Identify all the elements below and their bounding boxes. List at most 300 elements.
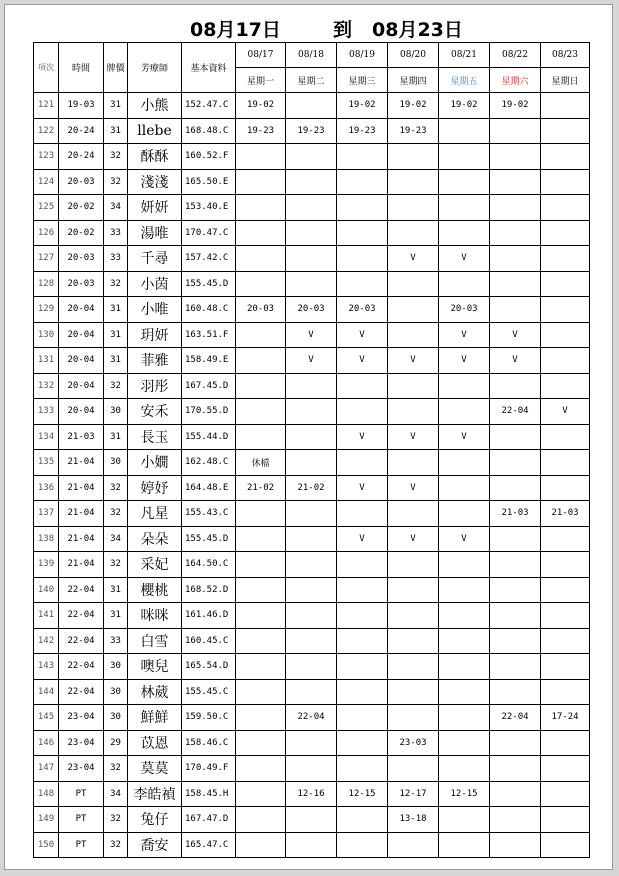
row-day-cell: V xyxy=(388,424,439,450)
row-day-cell xyxy=(236,552,286,578)
title-start-date: 08月17日 xyxy=(190,19,281,41)
row-info-cell: 157.42.C xyxy=(182,246,236,272)
row-day-cell xyxy=(286,832,337,858)
row-price-cell: 32 xyxy=(104,144,128,170)
row-time-cell: 21-04 xyxy=(59,526,104,552)
row-info-cell: 167.45.D xyxy=(182,373,236,399)
row-day-cell xyxy=(541,348,590,374)
row-time-cell: 20-02 xyxy=(59,220,104,246)
row-price-cell: 32 xyxy=(104,756,128,782)
row-day-cell xyxy=(236,705,286,731)
row-day-cell: 19-02 xyxy=(490,93,541,119)
row-day-cell xyxy=(541,781,590,807)
row-index-cell: 126 xyxy=(34,220,59,246)
row-name-cell: 林葳 xyxy=(128,679,182,705)
weekday-header: 星期六 xyxy=(490,68,541,93)
row-day-cell xyxy=(337,552,388,578)
table-row xyxy=(34,93,590,119)
table-row xyxy=(34,118,590,144)
row-day-cell: V xyxy=(490,322,541,348)
row-day-cell: V xyxy=(439,526,490,552)
row-index-cell: 137 xyxy=(34,501,59,527)
row-day-cell: V xyxy=(439,246,490,272)
row-day-cell xyxy=(337,195,388,221)
row-info-cell: 161.46.D xyxy=(182,603,236,629)
table-row xyxy=(34,603,590,629)
row-day-cell: 19-23 xyxy=(337,118,388,144)
row-day-cell xyxy=(439,832,490,858)
row-day-cell xyxy=(388,144,439,170)
row-price-cell: 31 xyxy=(104,322,128,348)
row-day-cell xyxy=(286,526,337,552)
row-name-cell: 湯唯 xyxy=(128,220,182,246)
row-day-cell xyxy=(286,271,337,297)
row-index-cell: 138 xyxy=(34,526,59,552)
row-price-cell: 31 xyxy=(104,424,128,450)
row-day-cell xyxy=(286,807,337,833)
row-price-cell: 31 xyxy=(104,93,128,119)
row-day-cell xyxy=(541,220,590,246)
row-day-cell xyxy=(439,705,490,731)
row-day-cell xyxy=(236,348,286,374)
row-day-cell xyxy=(337,705,388,731)
row-index-cell: 142 xyxy=(34,628,59,654)
row-info-cell: 165.54.D xyxy=(182,654,236,680)
row-time-cell: 22-04 xyxy=(59,603,104,629)
row-day-cell xyxy=(286,501,337,527)
col-header-name: 芳療師 xyxy=(128,43,182,93)
row-day-cell: V xyxy=(337,526,388,552)
row-name-cell: 酥酥 xyxy=(128,144,182,170)
row-day-cell xyxy=(490,628,541,654)
table-row xyxy=(34,373,590,399)
row-index-cell: 121 xyxy=(34,93,59,119)
row-day-cell xyxy=(236,628,286,654)
table-row xyxy=(34,552,590,578)
table-row xyxy=(34,705,590,731)
row-day-cell xyxy=(439,195,490,221)
row-info-cell: 160.48.C xyxy=(182,297,236,323)
row-time-cell: 20-03 xyxy=(59,271,104,297)
row-day-cell xyxy=(490,679,541,705)
row-name-cell: 兔仔 xyxy=(128,807,182,833)
table-row xyxy=(34,628,590,654)
row-time-cell: PT xyxy=(59,807,104,833)
row-day-cell xyxy=(337,679,388,705)
col-header-price: 牌價 xyxy=(104,43,128,93)
row-day-cell xyxy=(388,654,439,680)
row-day-cell xyxy=(541,169,590,195)
table-row xyxy=(34,807,590,833)
weekday-header: 星期日 xyxy=(541,68,590,93)
row-time-cell: 23-04 xyxy=(59,730,104,756)
row-day-cell xyxy=(388,195,439,221)
row-info-cell: 168.48.C xyxy=(182,118,236,144)
row-day-cell xyxy=(439,118,490,144)
row-name-cell: 婷妤 xyxy=(128,475,182,501)
row-day-cell xyxy=(490,271,541,297)
row-day-cell: 19-02 xyxy=(236,93,286,119)
row-day-cell: 21-03 xyxy=(541,501,590,527)
row-day-cell xyxy=(286,195,337,221)
row-price-cell: 31 xyxy=(104,297,128,323)
row-day-cell xyxy=(236,654,286,680)
row-day-cell xyxy=(541,552,590,578)
table-row xyxy=(34,348,590,374)
day-date-header: 08/23 xyxy=(541,43,590,68)
row-day-cell xyxy=(388,628,439,654)
row-info-cell: 155.43.C xyxy=(182,501,236,527)
row-info-cell: 170.49.F xyxy=(182,756,236,782)
row-name-cell: 噢兒 xyxy=(128,654,182,680)
row-day-cell: 休檔 xyxy=(236,450,286,476)
row-day-cell xyxy=(541,424,590,450)
row-time-cell: 22-04 xyxy=(59,679,104,705)
row-day-cell xyxy=(236,195,286,221)
row-index-cell: 147 xyxy=(34,756,59,782)
row-day-cell xyxy=(490,169,541,195)
row-day-cell xyxy=(490,373,541,399)
table-row xyxy=(34,781,590,807)
row-index-cell: 128 xyxy=(34,271,59,297)
table-row xyxy=(34,297,590,323)
row-day-cell xyxy=(286,679,337,705)
row-day-cell: V xyxy=(439,424,490,450)
row-time-cell: 21-04 xyxy=(59,501,104,527)
row-day-cell: 20-03 xyxy=(286,297,337,323)
row-price-cell: 32 xyxy=(104,271,128,297)
day-date-header: 08/18 xyxy=(286,43,337,68)
row-info-cell: 168.52.D xyxy=(182,577,236,603)
row-time-cell: 22-04 xyxy=(59,628,104,654)
row-info-cell: 165.50.E xyxy=(182,169,236,195)
row-price-cell: 32 xyxy=(104,832,128,858)
day-date-header: 08/22 xyxy=(490,43,541,68)
row-day-cell xyxy=(388,297,439,323)
row-day-cell xyxy=(388,450,439,476)
row-day-cell xyxy=(388,552,439,578)
row-day-cell: 12-15 xyxy=(439,781,490,807)
row-day-cell xyxy=(388,271,439,297)
row-day-cell xyxy=(388,679,439,705)
row-day-cell: V xyxy=(541,399,590,425)
row-day-cell xyxy=(286,577,337,603)
table-row xyxy=(34,756,590,782)
row-day-cell xyxy=(286,730,337,756)
row-index-cell: 150 xyxy=(34,832,59,858)
row-day-cell xyxy=(439,756,490,782)
row-info-cell: 165.47.C xyxy=(182,832,236,858)
table-row xyxy=(34,832,590,858)
row-day-cell xyxy=(236,373,286,399)
row-day-cell xyxy=(541,730,590,756)
row-day-cell: 21-02 xyxy=(286,475,337,501)
row-name-cell: 妍妍 xyxy=(128,195,182,221)
row-day-cell xyxy=(337,220,388,246)
row-info-cell: 170.55.D xyxy=(182,399,236,425)
row-day-cell xyxy=(286,450,337,476)
row-index-cell: 123 xyxy=(34,144,59,170)
row-day-cell xyxy=(236,144,286,170)
row-day-cell xyxy=(490,424,541,450)
col-header-index: 項次 xyxy=(34,43,59,93)
row-day-cell xyxy=(490,807,541,833)
row-day-cell xyxy=(541,450,590,476)
row-day-cell xyxy=(490,144,541,170)
row-day-cell xyxy=(439,373,490,399)
row-name-cell: 咪咪 xyxy=(128,603,182,629)
row-day-cell xyxy=(490,781,541,807)
row-day-cell xyxy=(439,552,490,578)
row-day-cell xyxy=(490,730,541,756)
row-price-cell: 29 xyxy=(104,730,128,756)
row-index-cell: 124 xyxy=(34,169,59,195)
row-day-cell: 19-23 xyxy=(236,118,286,144)
row-day-cell: V xyxy=(286,322,337,348)
row-day-cell xyxy=(236,399,286,425)
row-time-cell: 20-04 xyxy=(59,322,104,348)
row-day-cell: V xyxy=(337,348,388,374)
row-day-cell xyxy=(286,628,337,654)
row-day-cell xyxy=(236,577,286,603)
row-day-cell: V xyxy=(388,246,439,272)
row-day-cell xyxy=(541,756,590,782)
row-day-cell xyxy=(490,756,541,782)
row-info-cell: 160.52.F xyxy=(182,144,236,170)
row-price-cell: 30 xyxy=(104,679,128,705)
row-price-cell: 30 xyxy=(104,450,128,476)
row-day-cell xyxy=(388,399,439,425)
table-row xyxy=(34,195,590,221)
row-time-cell: 22-04 xyxy=(59,654,104,680)
day-date-header: 08/21 xyxy=(439,43,490,68)
row-day-cell xyxy=(236,832,286,858)
schedule-sheet xyxy=(4,4,613,870)
header-row-dates xyxy=(34,43,590,68)
row-index-cell: 131 xyxy=(34,348,59,374)
row-day-cell xyxy=(337,169,388,195)
row-price-cell: 30 xyxy=(104,399,128,425)
row-day-cell: V xyxy=(286,348,337,374)
row-info-cell: 163.51.F xyxy=(182,322,236,348)
row-day-cell xyxy=(439,399,490,425)
row-day-cell: 19-02 xyxy=(388,93,439,119)
row-day-cell xyxy=(541,526,590,552)
row-day-cell xyxy=(388,373,439,399)
row-day-cell: 21-03 xyxy=(490,501,541,527)
row-day-cell xyxy=(541,297,590,323)
table-row xyxy=(34,577,590,603)
row-day-cell xyxy=(490,475,541,501)
row-day-cell xyxy=(236,246,286,272)
day-date-header: 08/19 xyxy=(337,43,388,68)
row-day-cell xyxy=(236,424,286,450)
row-info-cell: 155.45.C xyxy=(182,679,236,705)
row-name-cell: 玥妍 xyxy=(128,322,182,348)
row-time-cell: 23-04 xyxy=(59,705,104,731)
row-info-cell: 167.47.D xyxy=(182,807,236,833)
row-info-cell: 162.48.C xyxy=(182,450,236,476)
row-day-cell xyxy=(388,603,439,629)
row-info-cell: 170.47.C xyxy=(182,220,236,246)
row-index-cell: 130 xyxy=(34,322,59,348)
row-index-cell: 149 xyxy=(34,807,59,833)
row-day-cell xyxy=(541,144,590,170)
weekday-header: 星期五 xyxy=(439,68,490,93)
row-time-cell: 20-04 xyxy=(59,399,104,425)
row-day-cell xyxy=(388,577,439,603)
row-index-cell: 148 xyxy=(34,781,59,807)
weekday-header: 星期二 xyxy=(286,68,337,93)
table-row xyxy=(34,730,590,756)
row-time-cell: 21-04 xyxy=(59,450,104,476)
row-day-cell: 19-02 xyxy=(439,93,490,119)
row-day-cell xyxy=(236,730,286,756)
row-day-cell xyxy=(236,781,286,807)
weekday-header: 星期三 xyxy=(337,68,388,93)
row-day-cell xyxy=(388,501,439,527)
row-day-cell xyxy=(236,220,286,246)
row-name-cell: 朵朵 xyxy=(128,526,182,552)
row-name-cell: 小熊 xyxy=(128,93,182,119)
row-price-cell: 30 xyxy=(104,705,128,731)
row-day-cell: 22-04 xyxy=(286,705,337,731)
table-row xyxy=(34,271,590,297)
row-price-cell: 32 xyxy=(104,373,128,399)
row-day-cell: 19-02 xyxy=(337,93,388,119)
row-day-cell: 19-23 xyxy=(388,118,439,144)
row-day-cell xyxy=(236,271,286,297)
col-header-time: 時間 xyxy=(59,43,104,93)
row-day-cell xyxy=(337,373,388,399)
row-day-cell xyxy=(337,577,388,603)
weekday-header: 星期一 xyxy=(236,68,286,93)
row-price-cell: 31 xyxy=(104,348,128,374)
row-day-cell xyxy=(541,195,590,221)
row-time-cell: PT xyxy=(59,781,104,807)
row-day-cell: 20-03 xyxy=(439,297,490,323)
row-day-cell xyxy=(286,654,337,680)
table-row xyxy=(34,450,590,476)
row-day-cell: V xyxy=(388,348,439,374)
row-day-cell xyxy=(490,654,541,680)
row-day-cell: 13-18 xyxy=(388,807,439,833)
row-name-cell: llebe xyxy=(128,118,182,144)
row-price-cell: 32 xyxy=(104,475,128,501)
row-time-cell: 20-04 xyxy=(59,348,104,374)
row-day-cell: 21-02 xyxy=(236,475,286,501)
row-day-cell xyxy=(439,628,490,654)
row-day-cell xyxy=(439,654,490,680)
row-day-cell xyxy=(541,603,590,629)
row-day-cell xyxy=(439,169,490,195)
row-day-cell xyxy=(286,220,337,246)
row-price-cell: 32 xyxy=(104,501,128,527)
row-info-cell: 158.49.E xyxy=(182,348,236,374)
row-day-cell: V xyxy=(337,475,388,501)
row-day-cell xyxy=(286,424,337,450)
day-date-header: 08/17 xyxy=(236,43,286,68)
weekday-header: 星期四 xyxy=(388,68,439,93)
row-name-cell: 小唯 xyxy=(128,297,182,323)
row-day-cell xyxy=(236,526,286,552)
row-day-cell xyxy=(541,654,590,680)
table-row xyxy=(34,679,590,705)
row-time-cell: 22-04 xyxy=(59,577,104,603)
row-price-cell: 34 xyxy=(104,195,128,221)
row-name-cell: 白雪 xyxy=(128,628,182,654)
row-day-cell: 12-16 xyxy=(286,781,337,807)
row-name-cell: 羽彤 xyxy=(128,373,182,399)
row-day-cell: 20-03 xyxy=(236,297,286,323)
row-index-cell: 141 xyxy=(34,603,59,629)
row-day-cell xyxy=(286,246,337,272)
row-day-cell: 12-15 xyxy=(337,781,388,807)
row-day-cell xyxy=(490,220,541,246)
row-day-cell: 23-03 xyxy=(388,730,439,756)
row-day-cell xyxy=(236,603,286,629)
row-day-cell xyxy=(337,628,388,654)
row-index-cell: 135 xyxy=(34,450,59,476)
row-day-cell xyxy=(439,730,490,756)
row-day-cell xyxy=(286,93,337,119)
row-day-cell xyxy=(236,679,286,705)
row-day-cell: 12-17 xyxy=(388,781,439,807)
row-day-cell xyxy=(388,169,439,195)
row-day-cell xyxy=(337,756,388,782)
table-row xyxy=(34,169,590,195)
row-day-cell xyxy=(286,756,337,782)
table-row xyxy=(34,424,590,450)
row-index-cell: 127 xyxy=(34,246,59,272)
row-day-cell xyxy=(236,169,286,195)
row-day-cell: 20-03 xyxy=(337,297,388,323)
row-day-cell xyxy=(337,832,388,858)
row-day-cell xyxy=(490,297,541,323)
row-info-cell: 164.50.C xyxy=(182,552,236,578)
row-day-cell xyxy=(541,373,590,399)
row-index-cell: 143 xyxy=(34,654,59,680)
row-day-cell xyxy=(388,756,439,782)
row-info-cell: 155.45.D xyxy=(182,271,236,297)
row-day-cell xyxy=(439,220,490,246)
row-day-cell xyxy=(439,501,490,527)
title-end-date: 08月23日 xyxy=(372,19,463,41)
row-day-cell xyxy=(541,679,590,705)
row-day-cell xyxy=(286,144,337,170)
schedule-body xyxy=(34,93,590,858)
row-day-cell: V xyxy=(439,322,490,348)
row-day-cell xyxy=(337,501,388,527)
table-row xyxy=(34,246,590,272)
row-day-cell xyxy=(439,577,490,603)
row-price-cell: 32 xyxy=(104,169,128,195)
row-day-cell xyxy=(541,246,590,272)
row-info-cell: 158.46.C xyxy=(182,730,236,756)
row-time-cell: 20-04 xyxy=(59,297,104,323)
row-day-cell xyxy=(439,271,490,297)
row-day-cell xyxy=(490,832,541,858)
row-day-cell xyxy=(337,450,388,476)
table-row xyxy=(34,144,590,170)
row-index-cell: 132 xyxy=(34,373,59,399)
row-day-cell xyxy=(541,577,590,603)
row-price-cell: 30 xyxy=(104,654,128,680)
schedule-table xyxy=(33,42,590,858)
row-info-cell: 155.44.D xyxy=(182,424,236,450)
row-day-cell xyxy=(439,807,490,833)
row-info-cell: 155.45.D xyxy=(182,526,236,552)
